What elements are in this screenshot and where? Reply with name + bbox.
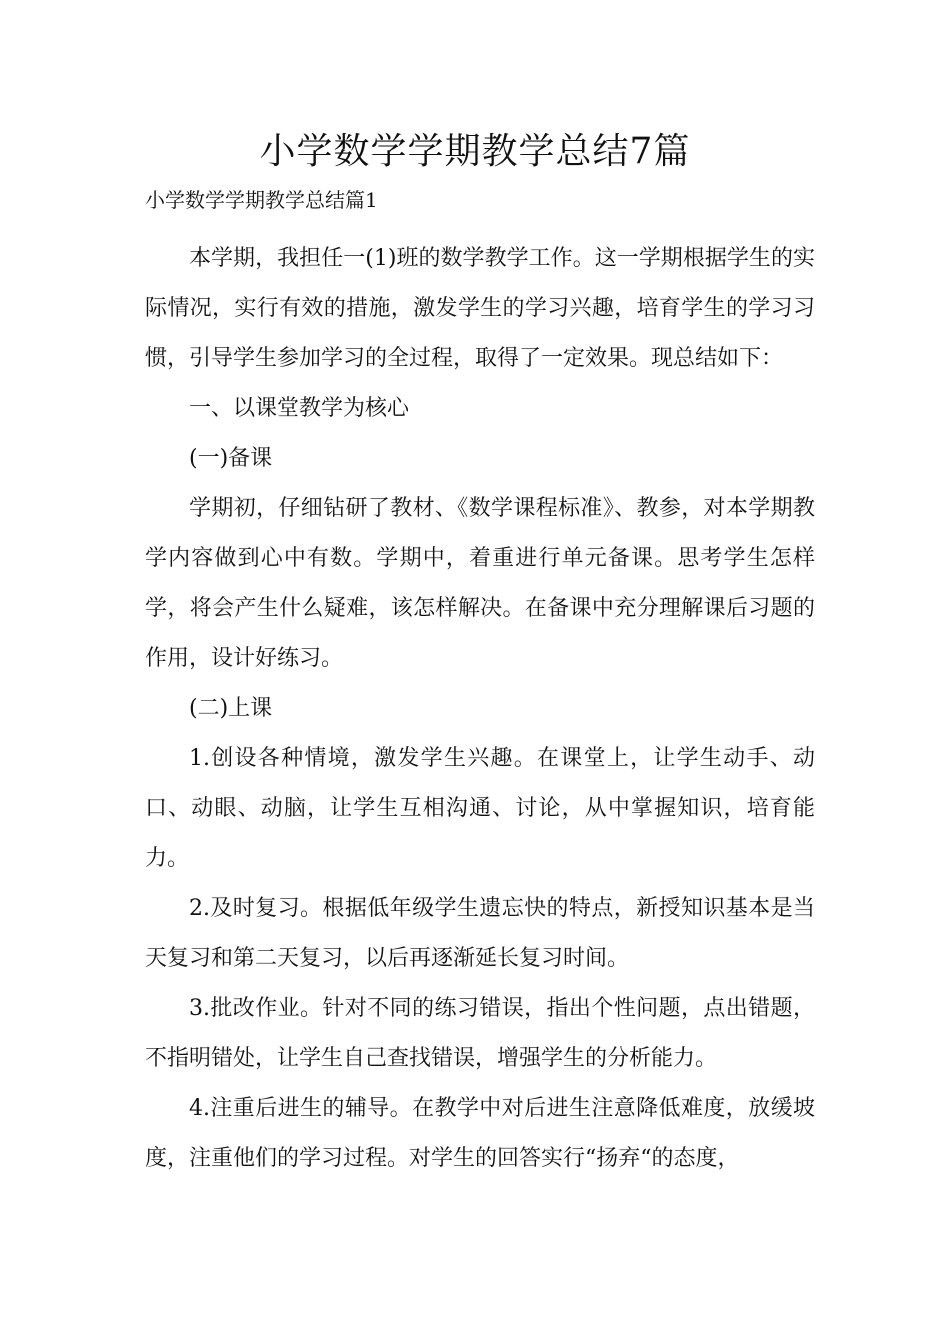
heading-teaching: (二)上课 xyxy=(189,696,273,721)
paragraph-lesson-prep: 学期初，仔细钻研了教材、《数学课程标准》、教参，对本学期教学内容做到心中有数。学期中，着重进行单元备课。思考学生怎样学，将会产生什么疑难，该怎样解决。在备课中充分理解课后习题的作用，设计好练习。 xyxy=(145,496,815,671)
heading-lesson-prep: (一)备课 xyxy=(189,446,273,471)
section-subtitle: 小学数学学期教学总结篇1 xyxy=(145,188,378,212)
paragraph-item-2: 2.及时复习。根据低年级学生遗忘快的特点，新授知识基本是当天复习和第二天复习，以后再逐渐延长复习时间。 xyxy=(145,896,815,971)
paragraph-item-1: 1.创设各种情境，激发学生兴趣。在课堂上，让学生动手、动口、动眼、动脑，让学生互相沟通、讨论，从中掌握知识，培育能力。 xyxy=(145,746,815,871)
document-body xyxy=(145,234,815,1184)
heading-classroom-core: 一、以课堂教学为核心 xyxy=(189,396,410,421)
paragraph-intro: 本学期，我担任一(1)班的数学教学工作。这一学期根据学生的实际情况，实行有效的措施，激发学生的学习兴趣，培育学生的学习习惯，引导学生参加学习的全过程，取得了一定效果。现总结如下： xyxy=(145,246,815,371)
paragraph-item-3: 3.批改作业。针对不同的练习错误，指出个性问题，点出错题，不指明错处，让学生自己查找错误，增强学生的分析能力。 xyxy=(145,996,815,1071)
paragraph-item-4: 4.注重后进生的辅导。在教学中对后进生注意降低难度，放缓坡度，注重他们的学习过程。对学生的回答实行“扬弃“的态度， xyxy=(145,1096,815,1171)
document-title: 小学数学学期教学总结7篇 xyxy=(259,131,691,172)
